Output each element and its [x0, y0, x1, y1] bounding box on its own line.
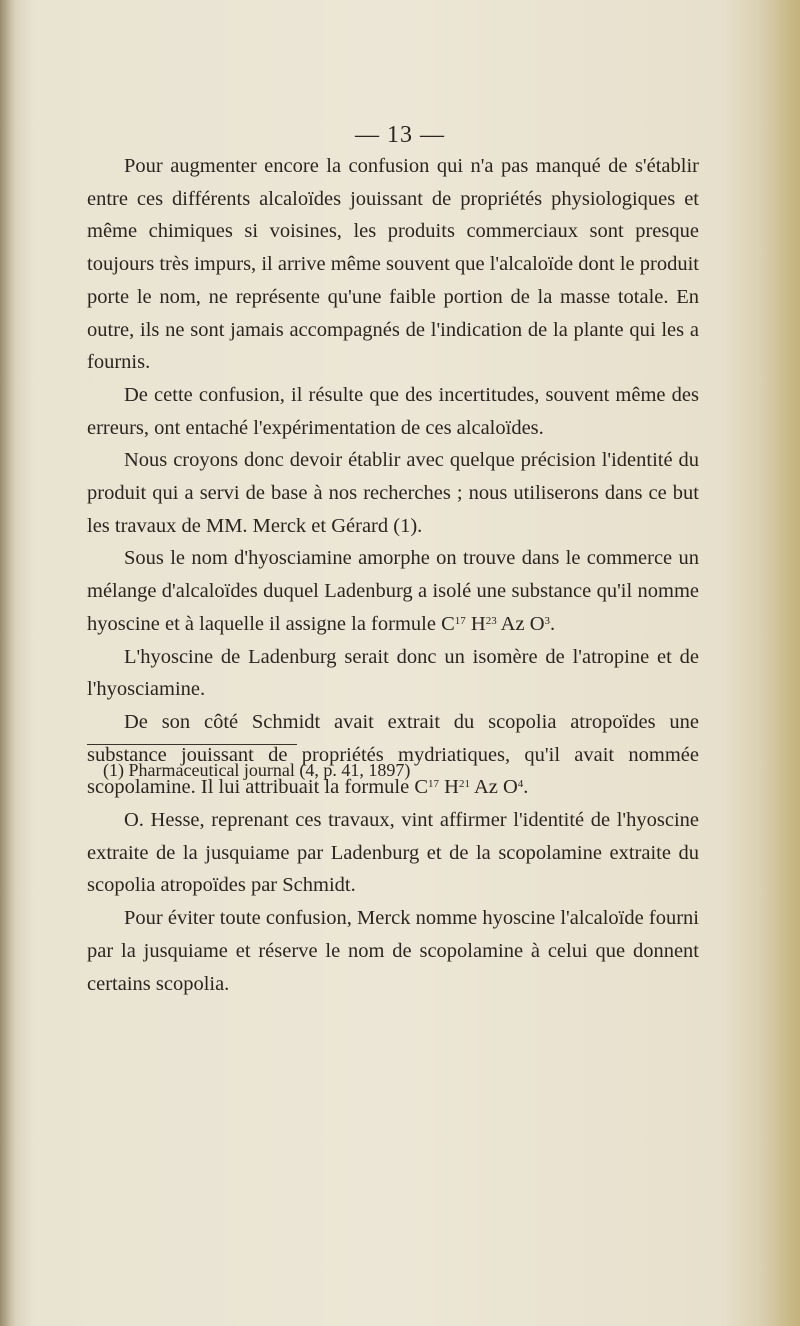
text-run: Az O [496, 612, 545, 635]
paragraph-identite: Nous croyons donc devoir établir avec quelque précision l'identité du produit qui a servi de base à nos recherches ; nous utiliserons dans ce but les travaux de MM. Merck et Gérard (1). [87, 449, 699, 537]
text-run: De son côté Schmidt avait extrait du scopolia atropoïdes une substance jouissant de propriétés mydriatiques, qu'il avait nommée scopolamine. Il lui attribuait la formule C [87, 710, 699, 799]
text-run: H [439, 776, 459, 799]
page-number: — 13 — [355, 122, 445, 148]
text-run: Az O [469, 776, 518, 799]
formula-subscript-oxygen: 3 [544, 614, 551, 627]
spine-shadow [0, 0, 16, 1326]
paragraph-incertitudes: De cette confusion, il résulte que des incertitudes, souvent même des erreurs, ont entaché l'expérimentation de ces alcaloïdes. [87, 383, 699, 439]
paragraph-hyoscine-ladenburg [87, 542, 699, 640]
formula-subscript-oxygen: 4 [517, 778, 524, 791]
paragraph-scopolamine-schmidt [87, 706, 699, 804]
page-edge-stain [760, 0, 800, 1326]
body-text [87, 150, 699, 1000]
footnote: (1) Pharmaceutical journal (4, p. 41, 1897) [103, 760, 411, 780]
paragraph-hesse: O. Hesse, reprenant ces travaux, vint affirmer l'identité de l'hyoscine extraite de la jusquiame par Ladenburg et de la scopolamine extraite du scopolia atropoïdes par Schmidt. [87, 809, 699, 897]
paragraph-confusion: Pour augmenter encore la confusion qui n'a pas manqué de s'établir entre ces différents alcaloïdes jouissant de propriétés physiologiques et même chimiques si voisines, les produits commerciaux sont presque toujours très impurs, il arrive même souvent que l'alcaloïde dont le produit porte le nom, ne représente qu'une faible portion de la masse totale. En outre, ils ne sont jamais accompagnés de l'indication de la plante qui les a fournis. [87, 155, 699, 374]
formula-subscript-hydrogen: 23 [485, 614, 497, 627]
text-run: H [465, 612, 486, 635]
formula-subscript-carbon: 17 [428, 778, 440, 791]
formula-subscript-carbon: 17 [454, 614, 466, 627]
formula-subscript-hydrogen: 21 [458, 778, 470, 791]
paragraph-isomere: L'hyoscine de Ladenburg serait donc un isomère de l'atropine et de l'hyosciamine. [87, 645, 699, 701]
text-run: Sous le nom d'hyosciamine amorphe on trouve dans le commerce un mélange d'alcaloïdes duquel Ladenburg a isolé une substance qu'il nomme hyoscine et à laquelle il assigne la formule C [87, 547, 699, 635]
paragraph-merck: Pour éviter toute confusion, Merck nomme hyoscine l'alcaloïde fourni par la jusquiame et réserve le nom de scopolamine à celui que donnent certains scopolia. [87, 907, 699, 995]
text-run: . [550, 612, 556, 635]
footnote-rule [87, 744, 297, 745]
text-run: . [523, 776, 529, 799]
